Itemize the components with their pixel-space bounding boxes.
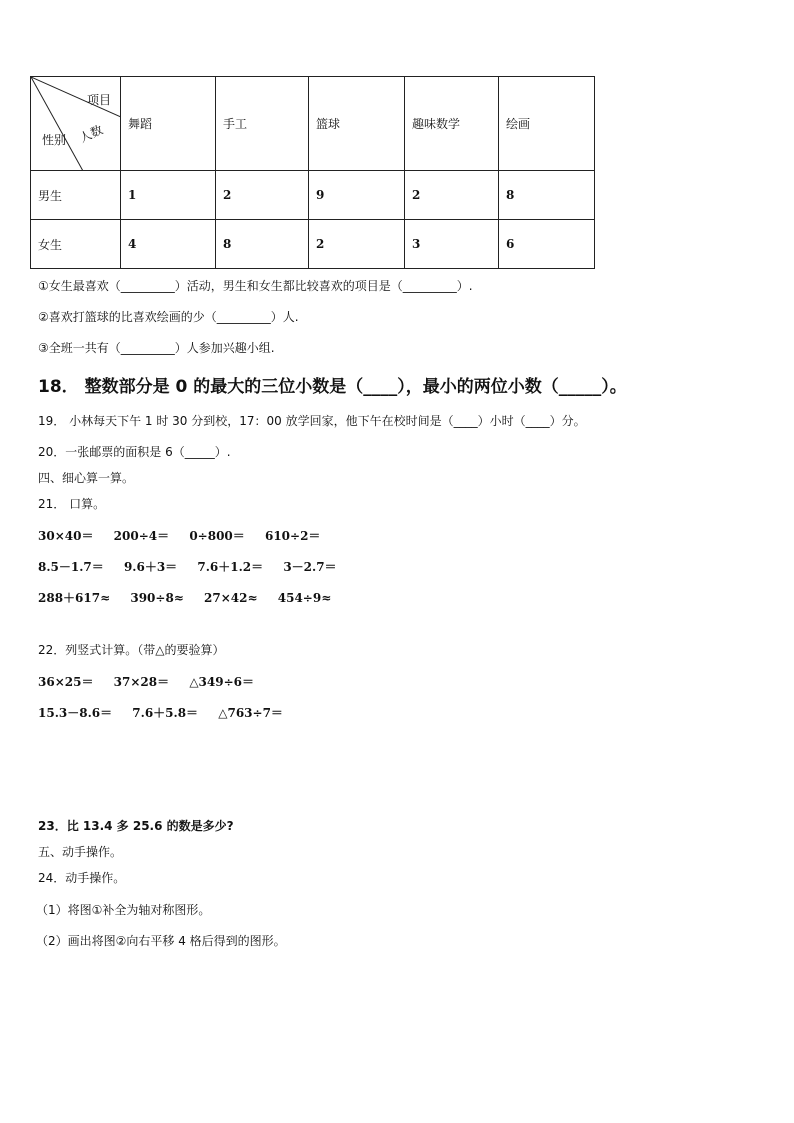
math-item: 8.5－1.7＝ — [38, 560, 104, 574]
table-cell: 4 — [121, 220, 216, 269]
math-item: 0÷800＝ — [189, 529, 245, 543]
math-item: 27×42≈ — [204, 591, 258, 605]
table-cell: 6 — [499, 220, 595, 269]
table-cell: 2 — [216, 171, 309, 220]
math-item: 36×25＝ — [38, 675, 94, 689]
question-19: 19． 小林每天下午 1 时 30 分到校，17：00 放学回家，他下午在校时间是（____）小时（____）分。 — [38, 414, 586, 428]
header-fun-math: 趣味数学 — [405, 77, 499, 171]
corner-label-project: 项目 — [87, 93, 112, 107]
diagonal-header-cell — [31, 77, 121, 171]
math-item: 7.6＋5.8＝ — [132, 706, 199, 720]
mental-math-row-3 — [38, 589, 347, 606]
header-painting: 绘画 — [499, 77, 595, 171]
math-item: 37×28＝ — [113, 675, 170, 689]
math-item: 3－2.7＝ — [283, 560, 337, 574]
row-label-girls: 女生 — [31, 220, 121, 269]
corner-label-gender: 性别 — [42, 133, 67, 147]
section-four-heading: 四、细心算一算。 — [38, 471, 135, 485]
vertical-calc-row-1 — [38, 673, 270, 690]
math-item: 200÷4＝ — [113, 529, 170, 543]
math-item: 610÷2＝ — [264, 529, 321, 543]
math-item: 7.6＋1.2＝ — [197, 560, 264, 574]
question-18: 18． 整数部分是 0 的最大的三位小数是（____），最小的两位小数（_____）。 — [38, 377, 627, 397]
sub-question-3: ③全班一共有（_________）人参加兴趣小组. — [38, 341, 275, 355]
section-five-heading: 五、动手操作。 — [38, 845, 123, 859]
interest-group-table — [30, 76, 595, 269]
table-cell: 1 — [121, 171, 216, 220]
math-item: △349÷6＝ — [189, 675, 254, 689]
mental-math-row-2 — [38, 558, 353, 575]
table-row-boys — [31, 171, 595, 220]
header-dance: 舞蹈 — [121, 77, 216, 171]
table-cell: 9 — [309, 171, 405, 220]
math-item: 454÷9≈ — [277, 591, 332, 605]
math-item: 30×40＝ — [38, 529, 94, 543]
header-handcraft: 手工 — [216, 77, 309, 171]
vertical-calc-row-2 — [38, 704, 299, 721]
question-24-part-2: （2）画出将图②向右平移 4 格后得到的图形。 — [36, 934, 286, 948]
mental-math-row-1 — [38, 527, 336, 544]
math-item: 390÷8≈ — [130, 591, 184, 605]
header-basketball: 篮球 — [309, 77, 405, 171]
math-item: 15.3－8.6＝ — [38, 706, 113, 720]
table-cell: 3 — [405, 220, 499, 269]
sub-question-1: ①女生最喜欢（_________）活动，男生和女生都比较喜欢的项目是（_________）. — [38, 279, 473, 293]
table-header-row — [31, 77, 595, 171]
table-cell: 2 — [405, 171, 499, 220]
table-cell: 8 — [499, 171, 595, 220]
question-22: 22．列竖式计算。（带△的要验算） — [38, 643, 225, 657]
math-item: 9.6＋3＝ — [123, 560, 178, 574]
table-cell: 2 — [309, 220, 405, 269]
table-row-girls — [31, 220, 595, 269]
question-24: 24．动手操作。 — [38, 871, 126, 885]
question-23: 23．比 13.4 多 25.6 的数是多少? — [38, 819, 234, 833]
question-21: 21． 口算。 — [38, 497, 106, 511]
sub-question-2: ②喜欢打篮球的比喜欢绘画的少（_________）人. — [38, 310, 299, 324]
corner-label-count: 人数 — [77, 122, 106, 146]
table-cell: 8 — [216, 220, 309, 269]
question-24-part-1: （1）将图①补全为轴对称图形。 — [36, 903, 211, 917]
math-item: △763÷7＝ — [218, 706, 283, 720]
math-item: 288＋617≈ — [38, 591, 111, 605]
question-20: 20．一张邮票的面积是 6（_____）. — [38, 445, 231, 459]
row-label-boys: 男生 — [31, 171, 121, 220]
